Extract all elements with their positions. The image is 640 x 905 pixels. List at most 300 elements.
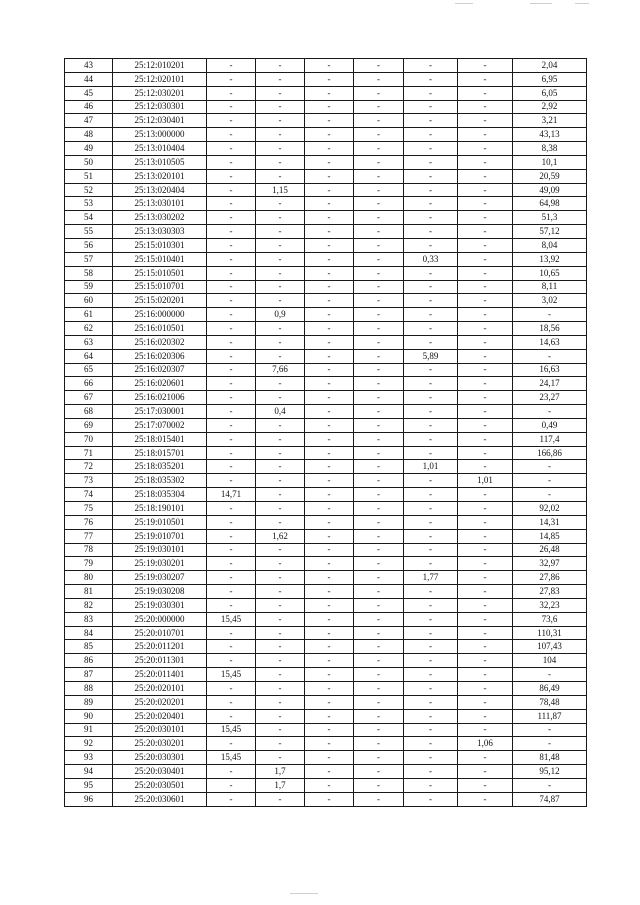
value-col-5-cell: - (404, 654, 458, 668)
value-col-5-cell: - (404, 294, 458, 308)
row-number-cell: 88 (65, 681, 113, 695)
value-col-3-cell: - (305, 723, 354, 737)
total-value-cell: 14,63 (513, 335, 587, 349)
value-col-3-cell: - (305, 626, 354, 640)
row-number-cell: 64 (65, 349, 113, 363)
row-number-cell: 49 (65, 142, 113, 156)
value-col-3-cell: - (305, 225, 354, 239)
value-col-1-cell: - (207, 100, 256, 114)
value-col-6-cell: - (458, 612, 513, 626)
row-number-cell: 72 (65, 460, 113, 474)
cadastral-number-cell: 25:20:030101 (113, 723, 207, 737)
row-number-cell: 76 (65, 515, 113, 529)
value-col-1-cell: 15,45 (207, 668, 256, 682)
total-value-cell: - (513, 405, 587, 419)
value-col-1-cell: - (207, 529, 256, 543)
value-col-2-cell: - (256, 640, 305, 654)
value-col-6-cell: - (458, 681, 513, 695)
value-col-3-cell: - (305, 142, 354, 156)
value-col-5-cell: - (404, 114, 458, 128)
table-row (65, 432, 587, 446)
value-col-6-cell: - (458, 308, 513, 322)
value-col-2-cell: 7,66 (256, 363, 305, 377)
value-col-4-cell: - (354, 405, 404, 419)
value-col-5-cell: - (404, 557, 458, 571)
value-col-6-cell: - (458, 211, 513, 225)
value-col-2-cell: - (256, 598, 305, 612)
value-col-4-cell: - (354, 543, 404, 557)
total-value-cell: 10,1 (513, 155, 587, 169)
total-value-cell: 49,09 (513, 183, 587, 197)
table-row (65, 418, 587, 432)
value-col-2-cell: 1,7 (256, 765, 305, 779)
cadastral-number-cell: 25:13:010505 (113, 155, 207, 169)
value-col-3-cell: - (305, 197, 354, 211)
cadastral-number-cell: 25:13:020101 (113, 169, 207, 183)
value-col-6-cell: - (458, 765, 513, 779)
table-row (65, 183, 587, 197)
row-number-cell: 44 (65, 72, 113, 86)
value-col-1-cell: - (207, 474, 256, 488)
cadastral-number-cell: 25:17:070002 (113, 418, 207, 432)
total-value-cell: 2,04 (513, 59, 587, 73)
cadastral-number-cell: 25:20:011301 (113, 654, 207, 668)
value-col-1-cell: 15,45 (207, 751, 256, 765)
value-col-5-cell: - (404, 668, 458, 682)
total-value-cell: 110,31 (513, 626, 587, 640)
table-row (65, 446, 587, 460)
table-row (65, 197, 587, 211)
table-row (65, 626, 587, 640)
value-col-6-cell: - (458, 377, 513, 391)
table-row (65, 488, 587, 502)
value-col-1-cell: - (207, 183, 256, 197)
value-col-6-cell: - (458, 142, 513, 156)
cadastral-number-cell: 25:20:030301 (113, 751, 207, 765)
row-number-cell: 75 (65, 502, 113, 516)
value-col-4-cell: - (354, 86, 404, 100)
table-row (65, 169, 587, 183)
row-number-cell: 78 (65, 543, 113, 557)
cadastral-number-cell: 25:18:015701 (113, 446, 207, 460)
value-col-1-cell: - (207, 418, 256, 432)
row-number-cell: 56 (65, 238, 113, 252)
cadastral-number-cell: 25:12:030301 (113, 100, 207, 114)
value-col-1-cell: - (207, 502, 256, 516)
total-value-cell: 86,49 (513, 681, 587, 695)
row-number-cell: 50 (65, 155, 113, 169)
value-col-2-cell: - (256, 238, 305, 252)
cadastral-number-cell: 25:16:020601 (113, 377, 207, 391)
value-col-5-cell: - (404, 335, 458, 349)
table-row (65, 529, 587, 543)
value-col-4-cell: - (354, 432, 404, 446)
value-col-2-cell: - (256, 432, 305, 446)
cadastral-number-cell: 25:20:030501 (113, 778, 207, 792)
value-col-1-cell: - (207, 335, 256, 349)
table-row (65, 86, 587, 100)
value-col-1-cell: - (207, 515, 256, 529)
row-number-cell: 45 (65, 86, 113, 100)
total-value-cell: 57,12 (513, 225, 587, 239)
row-number-cell: 93 (65, 751, 113, 765)
value-col-3-cell: - (305, 446, 354, 460)
table-row (65, 294, 587, 308)
row-number-cell: 67 (65, 391, 113, 405)
value-col-3-cell: - (305, 585, 354, 599)
value-col-5-cell: - (404, 695, 458, 709)
table-row (65, 765, 587, 779)
value-col-1-cell: - (207, 598, 256, 612)
value-col-6-cell: - (458, 432, 513, 446)
value-col-2-cell: 0,4 (256, 405, 305, 419)
value-col-2-cell: - (256, 211, 305, 225)
row-number-cell: 52 (65, 183, 113, 197)
value-col-6-cell: - (458, 280, 513, 294)
value-col-2-cell: - (256, 723, 305, 737)
value-col-2-cell: 1,15 (256, 183, 305, 197)
value-col-2-cell: - (256, 612, 305, 626)
value-col-1-cell: - (207, 225, 256, 239)
value-col-6-cell: - (458, 502, 513, 516)
row-number-cell: 95 (65, 778, 113, 792)
table-row (65, 640, 587, 654)
value-col-4-cell: - (354, 709, 404, 723)
row-number-cell: 79 (65, 557, 113, 571)
cadastral-number-cell: 25:19:010701 (113, 529, 207, 543)
cadastral-number-cell: 25:18:035201 (113, 460, 207, 474)
value-col-3-cell: - (305, 654, 354, 668)
value-col-1-cell: - (207, 266, 256, 280)
value-col-5-cell: - (404, 488, 458, 502)
total-value-cell: 18,56 (513, 322, 587, 336)
value-col-2-cell: - (256, 668, 305, 682)
value-col-6-cell: - (458, 723, 513, 737)
scan-speck (530, 3, 552, 4)
value-col-2-cell: - (256, 737, 305, 751)
value-col-5-cell: - (404, 612, 458, 626)
value-col-5-cell: - (404, 405, 458, 419)
value-col-3-cell: - (305, 668, 354, 682)
total-value-cell: 74,87 (513, 792, 587, 806)
cadastral-number-cell: 25:20:011401 (113, 668, 207, 682)
total-value-cell: - (513, 778, 587, 792)
cadastral-number-cell: 25:16:021006 (113, 391, 207, 405)
value-col-1-cell: - (207, 557, 256, 571)
table-row (65, 557, 587, 571)
total-value-cell: 26,48 (513, 543, 587, 557)
value-col-4-cell: - (354, 681, 404, 695)
value-col-4-cell: - (354, 515, 404, 529)
value-col-2-cell: - (256, 681, 305, 695)
value-col-3-cell: - (305, 695, 354, 709)
cadastral-number-cell: 25:13:030303 (113, 225, 207, 239)
value-col-3-cell: - (305, 418, 354, 432)
cadastral-number-cell: 25:17:030001 (113, 405, 207, 419)
value-col-4-cell: - (354, 59, 404, 73)
value-col-5-cell: - (404, 598, 458, 612)
value-col-3-cell: - (305, 488, 354, 502)
value-col-2-cell: - (256, 280, 305, 294)
value-col-1-cell: - (207, 585, 256, 599)
value-col-1-cell: - (207, 460, 256, 474)
value-col-5-cell: - (404, 723, 458, 737)
table-row (65, 681, 587, 695)
total-value-cell: 27,86 (513, 571, 587, 585)
cadastral-number-cell: 25:18:190101 (113, 502, 207, 516)
value-col-4-cell: - (354, 363, 404, 377)
value-col-6-cell: - (458, 183, 513, 197)
row-number-cell: 90 (65, 709, 113, 723)
table-row (65, 695, 587, 709)
total-value-cell: 166,86 (513, 446, 587, 460)
value-col-5-cell: - (404, 377, 458, 391)
value-col-2-cell: - (256, 654, 305, 668)
value-col-5-cell: - (404, 266, 458, 280)
value-col-2-cell: - (256, 446, 305, 460)
cadastral-number-cell: 25:12:030401 (113, 114, 207, 128)
value-col-5-cell: - (404, 86, 458, 100)
value-col-6-cell: - (458, 155, 513, 169)
value-col-5-cell: 0,33 (404, 252, 458, 266)
total-value-cell: 6,05 (513, 86, 587, 100)
value-col-6-cell: - (458, 86, 513, 100)
cadastral-number-cell: 25:15:010501 (113, 266, 207, 280)
value-col-1-cell: - (207, 543, 256, 557)
row-number-cell: 74 (65, 488, 113, 502)
row-number-cell: 92 (65, 737, 113, 751)
total-value-cell: 10,65 (513, 266, 587, 280)
value-col-2-cell: - (256, 266, 305, 280)
value-col-2-cell: - (256, 515, 305, 529)
value-col-2-cell: - (256, 335, 305, 349)
value-col-1-cell: - (207, 252, 256, 266)
scan-speck (575, 3, 589, 4)
cadastral-number-cell: 25:16:020307 (113, 363, 207, 377)
cadastral-number-cell: 25:18:035304 (113, 488, 207, 502)
total-value-cell: 8,11 (513, 280, 587, 294)
cadastral-number-cell: 25:15:010401 (113, 252, 207, 266)
row-number-cell: 61 (65, 308, 113, 322)
value-col-5-cell: - (404, 474, 458, 488)
cadastral-number-cell: 25:15:020201 (113, 294, 207, 308)
value-col-3-cell: - (305, 363, 354, 377)
value-col-4-cell: - (354, 668, 404, 682)
value-col-3-cell: - (305, 252, 354, 266)
cadastral-number-cell: 25:19:030201 (113, 557, 207, 571)
total-value-cell: 117,4 (513, 432, 587, 446)
cadastral-number-cell: 25:20:020201 (113, 695, 207, 709)
cadastral-number-cell: 25:15:010301 (113, 238, 207, 252)
total-value-cell: 43,13 (513, 128, 587, 142)
cadastral-number-cell: 25:13:000000 (113, 128, 207, 142)
value-col-2-cell: - (256, 225, 305, 239)
total-value-cell: - (513, 474, 587, 488)
table-row (65, 792, 587, 806)
table-row (65, 585, 587, 599)
value-col-1-cell: - (207, 211, 256, 225)
value-col-2-cell: - (256, 294, 305, 308)
row-number-cell: 59 (65, 280, 113, 294)
value-col-2-cell: - (256, 751, 305, 765)
scan-speck (290, 893, 318, 894)
data-table (64, 58, 587, 807)
value-col-6-cell: - (458, 294, 513, 308)
table-row (65, 654, 587, 668)
cadastral-number-cell: 25:18:035302 (113, 474, 207, 488)
value-col-3-cell: - (305, 681, 354, 695)
value-col-4-cell: - (354, 737, 404, 751)
value-col-2-cell: - (256, 571, 305, 585)
scan-speck (455, 3, 473, 4)
value-col-2-cell: 0,9 (256, 308, 305, 322)
value-col-4-cell: - (354, 598, 404, 612)
table-row (65, 252, 587, 266)
value-col-4-cell: - (354, 100, 404, 114)
value-col-4-cell: - (354, 197, 404, 211)
row-number-cell: 94 (65, 765, 113, 779)
total-value-cell: - (513, 668, 587, 682)
value-col-4-cell: - (354, 169, 404, 183)
value-col-2-cell: - (256, 59, 305, 73)
total-value-cell: 2,92 (513, 100, 587, 114)
value-col-3-cell: - (305, 335, 354, 349)
total-value-cell: 3,02 (513, 294, 587, 308)
value-col-3-cell: - (305, 612, 354, 626)
table-row (65, 612, 587, 626)
value-col-1-cell: - (207, 294, 256, 308)
value-col-1-cell: - (207, 432, 256, 446)
value-col-3-cell: - (305, 322, 354, 336)
value-col-5-cell: - (404, 183, 458, 197)
table-row (65, 238, 587, 252)
value-col-3-cell: - (305, 349, 354, 363)
table-row (65, 737, 587, 751)
value-col-1-cell: - (207, 391, 256, 405)
total-value-cell: 16,63 (513, 363, 587, 377)
row-number-cell: 85 (65, 640, 113, 654)
value-col-3-cell: - (305, 377, 354, 391)
value-col-4-cell: - (354, 266, 404, 280)
value-col-1-cell: - (207, 765, 256, 779)
total-value-cell: 32,97 (513, 557, 587, 571)
value-col-5-cell: - (404, 543, 458, 557)
value-col-3-cell: - (305, 405, 354, 419)
value-col-1-cell: - (207, 86, 256, 100)
total-value-cell: 14,85 (513, 529, 587, 543)
row-number-cell: 58 (65, 266, 113, 280)
table-row (65, 543, 587, 557)
value-col-6-cell: - (458, 225, 513, 239)
value-col-5-cell: - (404, 59, 458, 73)
value-col-5-cell: - (404, 585, 458, 599)
value-col-6-cell: - (458, 405, 513, 419)
value-col-4-cell: - (354, 349, 404, 363)
total-value-cell: - (513, 737, 587, 751)
value-col-6-cell: - (458, 529, 513, 543)
value-col-6-cell: - (458, 557, 513, 571)
value-col-3-cell: - (305, 114, 354, 128)
value-col-4-cell: - (354, 502, 404, 516)
value-col-4-cell: - (354, 460, 404, 474)
value-col-6-cell: - (458, 543, 513, 557)
value-col-4-cell: - (354, 418, 404, 432)
value-col-5-cell: - (404, 322, 458, 336)
value-col-5-cell: - (404, 128, 458, 142)
row-number-cell: 46 (65, 100, 113, 114)
value-col-1-cell: - (207, 792, 256, 806)
value-col-6-cell: - (458, 585, 513, 599)
value-col-3-cell: - (305, 266, 354, 280)
table-row (65, 335, 587, 349)
value-col-5-cell: - (404, 197, 458, 211)
total-value-cell: - (513, 308, 587, 322)
value-col-3-cell: - (305, 571, 354, 585)
cadastral-number-cell: 25:20:010701 (113, 626, 207, 640)
row-number-cell: 96 (65, 792, 113, 806)
value-col-2-cell: - (256, 502, 305, 516)
value-col-6-cell: - (458, 391, 513, 405)
value-col-5-cell: - (404, 72, 458, 86)
cadastral-number-cell: 25:16:000000 (113, 308, 207, 322)
table-row (65, 128, 587, 142)
total-value-cell: 32,23 (513, 598, 587, 612)
value-col-4-cell: - (354, 585, 404, 599)
total-value-cell: 51,3 (513, 211, 587, 225)
table-row (65, 405, 587, 419)
value-col-5-cell: - (404, 100, 458, 114)
table-row (65, 598, 587, 612)
value-col-5-cell: - (404, 626, 458, 640)
value-col-6-cell: - (458, 446, 513, 460)
value-col-6-cell: - (458, 72, 513, 86)
value-col-6-cell: - (458, 128, 513, 142)
table-row (65, 363, 587, 377)
value-col-2-cell: - (256, 391, 305, 405)
total-value-cell: 81,48 (513, 751, 587, 765)
row-number-cell: 86 (65, 654, 113, 668)
value-col-5-cell: - (404, 681, 458, 695)
value-col-6-cell: - (458, 266, 513, 280)
value-col-1-cell: - (207, 280, 256, 294)
value-col-3-cell: - (305, 294, 354, 308)
total-value-cell: 14,31 (513, 515, 587, 529)
cadastral-number-cell: 25:20:030401 (113, 765, 207, 779)
value-col-6-cell: - (458, 363, 513, 377)
cadastral-number-cell: 25:20:030201 (113, 737, 207, 751)
row-number-cell: 57 (65, 252, 113, 266)
value-col-2-cell: - (256, 543, 305, 557)
value-col-2-cell: - (256, 197, 305, 211)
value-col-3-cell: - (305, 169, 354, 183)
value-col-5-cell: - (404, 155, 458, 169)
value-col-4-cell: - (354, 377, 404, 391)
value-col-6-cell: - (458, 654, 513, 668)
value-col-5-cell: - (404, 308, 458, 322)
table-row (65, 100, 587, 114)
row-number-cell: 87 (65, 668, 113, 682)
value-col-6-cell: - (458, 460, 513, 474)
value-col-6-cell: - (458, 114, 513, 128)
total-value-cell: 107,43 (513, 640, 587, 654)
value-col-3-cell: - (305, 598, 354, 612)
cadastral-number-cell: 25:12:020101 (113, 72, 207, 86)
value-col-1-cell: - (207, 681, 256, 695)
value-col-3-cell: - (305, 543, 354, 557)
row-number-cell: 62 (65, 322, 113, 336)
value-col-5-cell: - (404, 142, 458, 156)
value-col-3-cell: - (305, 709, 354, 723)
